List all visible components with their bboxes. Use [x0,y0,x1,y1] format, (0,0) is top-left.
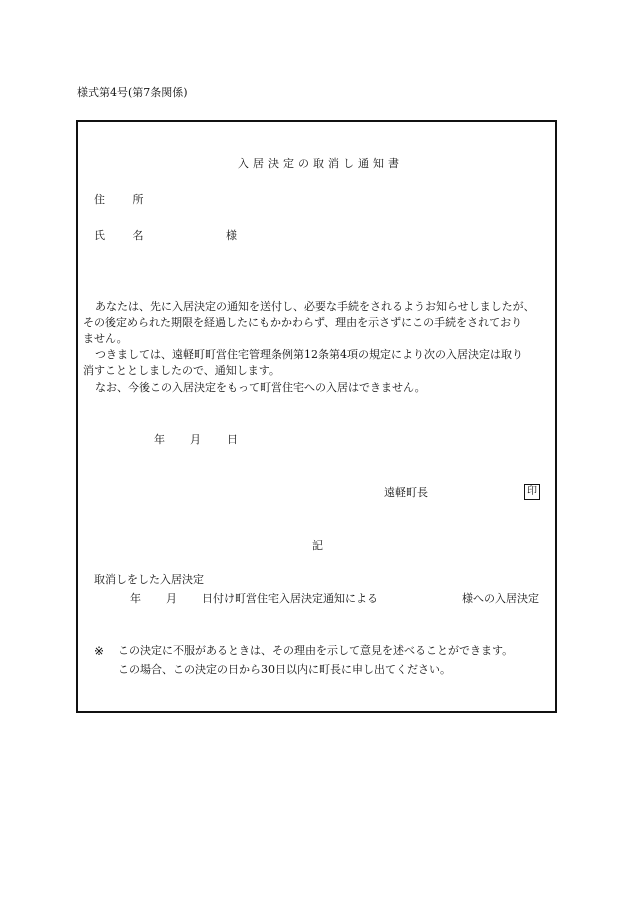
note-mark: ※ [94,644,105,658]
cancel-year-label: 年 [130,592,141,605]
document-frame [76,120,557,713]
name-label: 氏 名 [94,229,156,242]
body-paragraph-1-line-2: その後定められた期限を経過したにもかかわらず、理由を示さずにこの手続をされており [83,316,523,329]
body-paragraph-2-line-2: 消すこととしましたので、通知します。 [83,364,280,377]
cancel-notice-reference: 日付け町営住宅入居決定通知による [202,592,378,605]
note-line-2: この場合、この決定の日から30日以内に町長に申し出てください。 [118,663,451,676]
cancel-recipient-label: 様への入居決定 [462,592,539,605]
body-paragraph-1-line-1: あなたは、先に入居決定の通知を送付し、必要な手続をされるようお知らせしましたが、 [95,300,535,313]
seal-stamp-box: 印 [524,484,540,500]
note-line-1: この決定に不服があるときは、その理由を示して意見を述べることができます。 [118,644,514,657]
document-title: 入居決定の取消し通知書 [238,157,403,170]
ki-heading: 記 [312,539,323,552]
cancelled-decision-heading: 取消しをした入居決定 [94,573,204,586]
date-year-label: 年 [154,433,165,446]
body-paragraph-1-line-3: ません。 [83,332,128,345]
address-label: 住 所 [94,193,156,206]
date-month-label: 月 [190,433,201,446]
cancel-month-label: 月 [166,592,177,605]
body-paragraph-2-line-1: つきましては、遠軽町町営住宅管理条例第12条第4項の規定により次の入居決定は取り [95,348,523,361]
issuer-mayor: 遠軽町長 [384,486,428,499]
body-paragraph-3-line-1: なお、今後この入居決定をもって町営住宅への入居はできません。 [95,381,426,394]
date-day-label: 日 [227,433,238,446]
honorific-label: 様 [226,229,237,242]
form-number-label: 様式第4号(第7条関係) [77,86,188,99]
